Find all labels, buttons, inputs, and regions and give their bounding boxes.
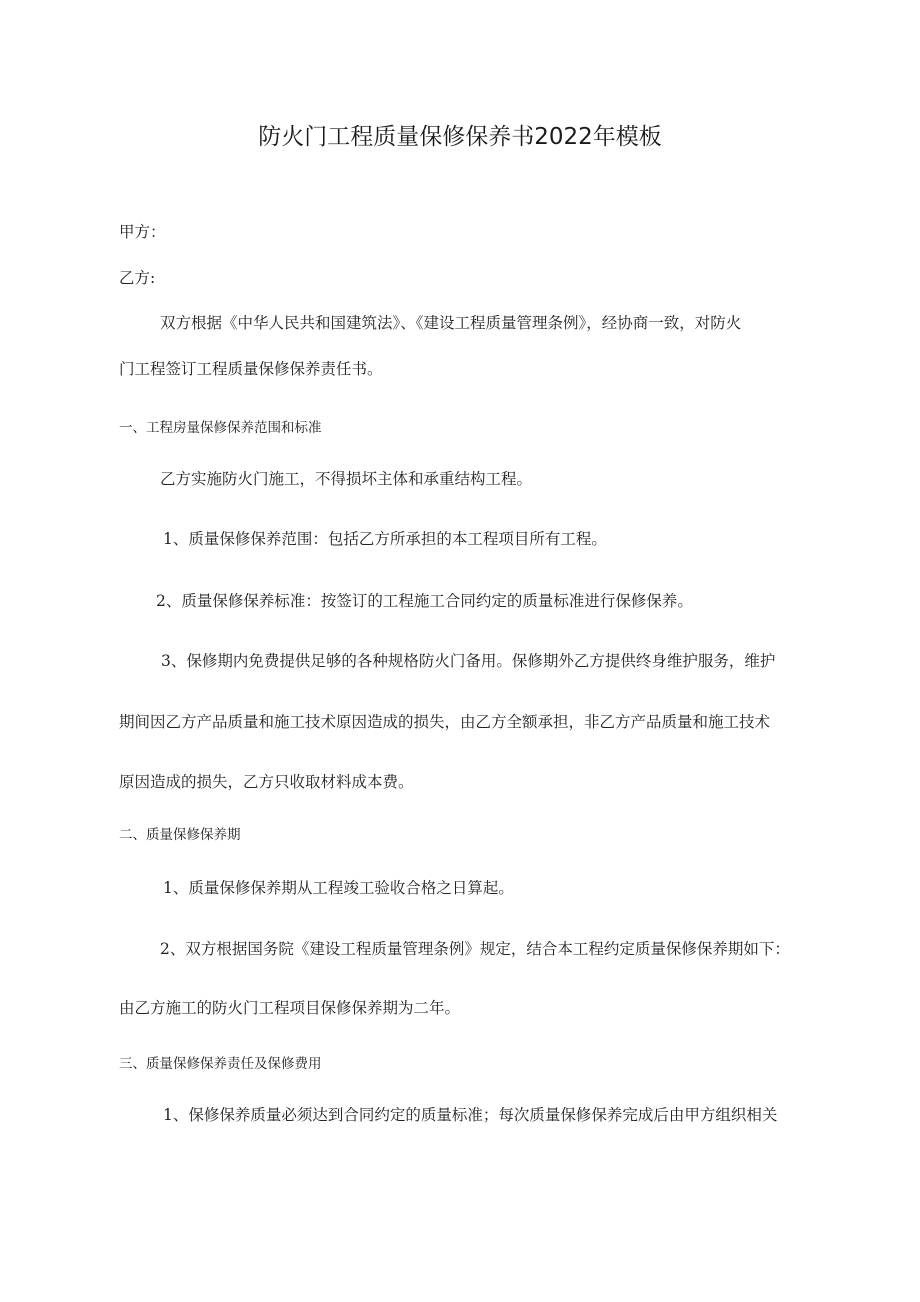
- section-2-item-2-line-1: 2、双方根据国务院《建设工程质量管理条例》规定，结合本工程约定质量保修保养期如下：: [160, 940, 790, 958]
- party-b-line: 乙方:: [119, 269, 156, 287]
- section-2-heading: 二、质量保修保养期: [119, 827, 241, 843]
- section-1-item-3-line-3: 原因造成的损失，乙方只收取材料成本费。: [119, 773, 414, 791]
- intro-paragraph-line-2: 门工程签订工程质量保修保养责任书。: [119, 360, 383, 378]
- section-1-item-3-line-1: 3、保修期内免费提供足够的各种规格防火门备用。保修期外乙方提供终身维护服务，维护: [161, 652, 776, 670]
- section-2-item-1: 1、质量保修保养期从工程竣工验收合格之日算起。: [163, 879, 514, 897]
- party-a-line: 甲方：: [119, 223, 166, 241]
- intro-paragraph-line-1: 双方根据《中华人民共和国建筑法》、《建设工程质量管理条例》，经协商一致，对防火: [160, 314, 742, 332]
- section-1-item-2: 2、质量保修保养标准：按签订的工程施工合同约定的质量标准进行保修保养。: [156, 592, 693, 610]
- section-1-paragraph: 乙方实施防火门施工，不得损坏主体和承重结构工程。: [160, 470, 533, 488]
- document-title: 防火门工程质量保修保养书2022年模板: [258, 124, 662, 150]
- section-3-item-1-line-1: 1、保修保养质量必须达到合同约定的质量标准；每次质量保修保养完成后由甲方组织相关: [163, 1106, 778, 1124]
- section-1-item-3-line-2: 期间因乙方产品质量和施工技术原因造成的损失，由乙方全额承担，非乙方产品质量和施工技术: [119, 713, 771, 731]
- section-2-item-2-line-2: 由乙方施工的防火门工程项目保修保养期为二年。: [119, 999, 461, 1017]
- section-1-heading: 一、工程房量保修保养范围和标准: [119, 420, 322, 436]
- section-1-item-1: 1、质量保修保养范围：包括乙方所承担的本工程项目所有工程。: [163, 530, 607, 548]
- section-3-heading: 三、质量保修保养责任及保修费用: [119, 1056, 322, 1072]
